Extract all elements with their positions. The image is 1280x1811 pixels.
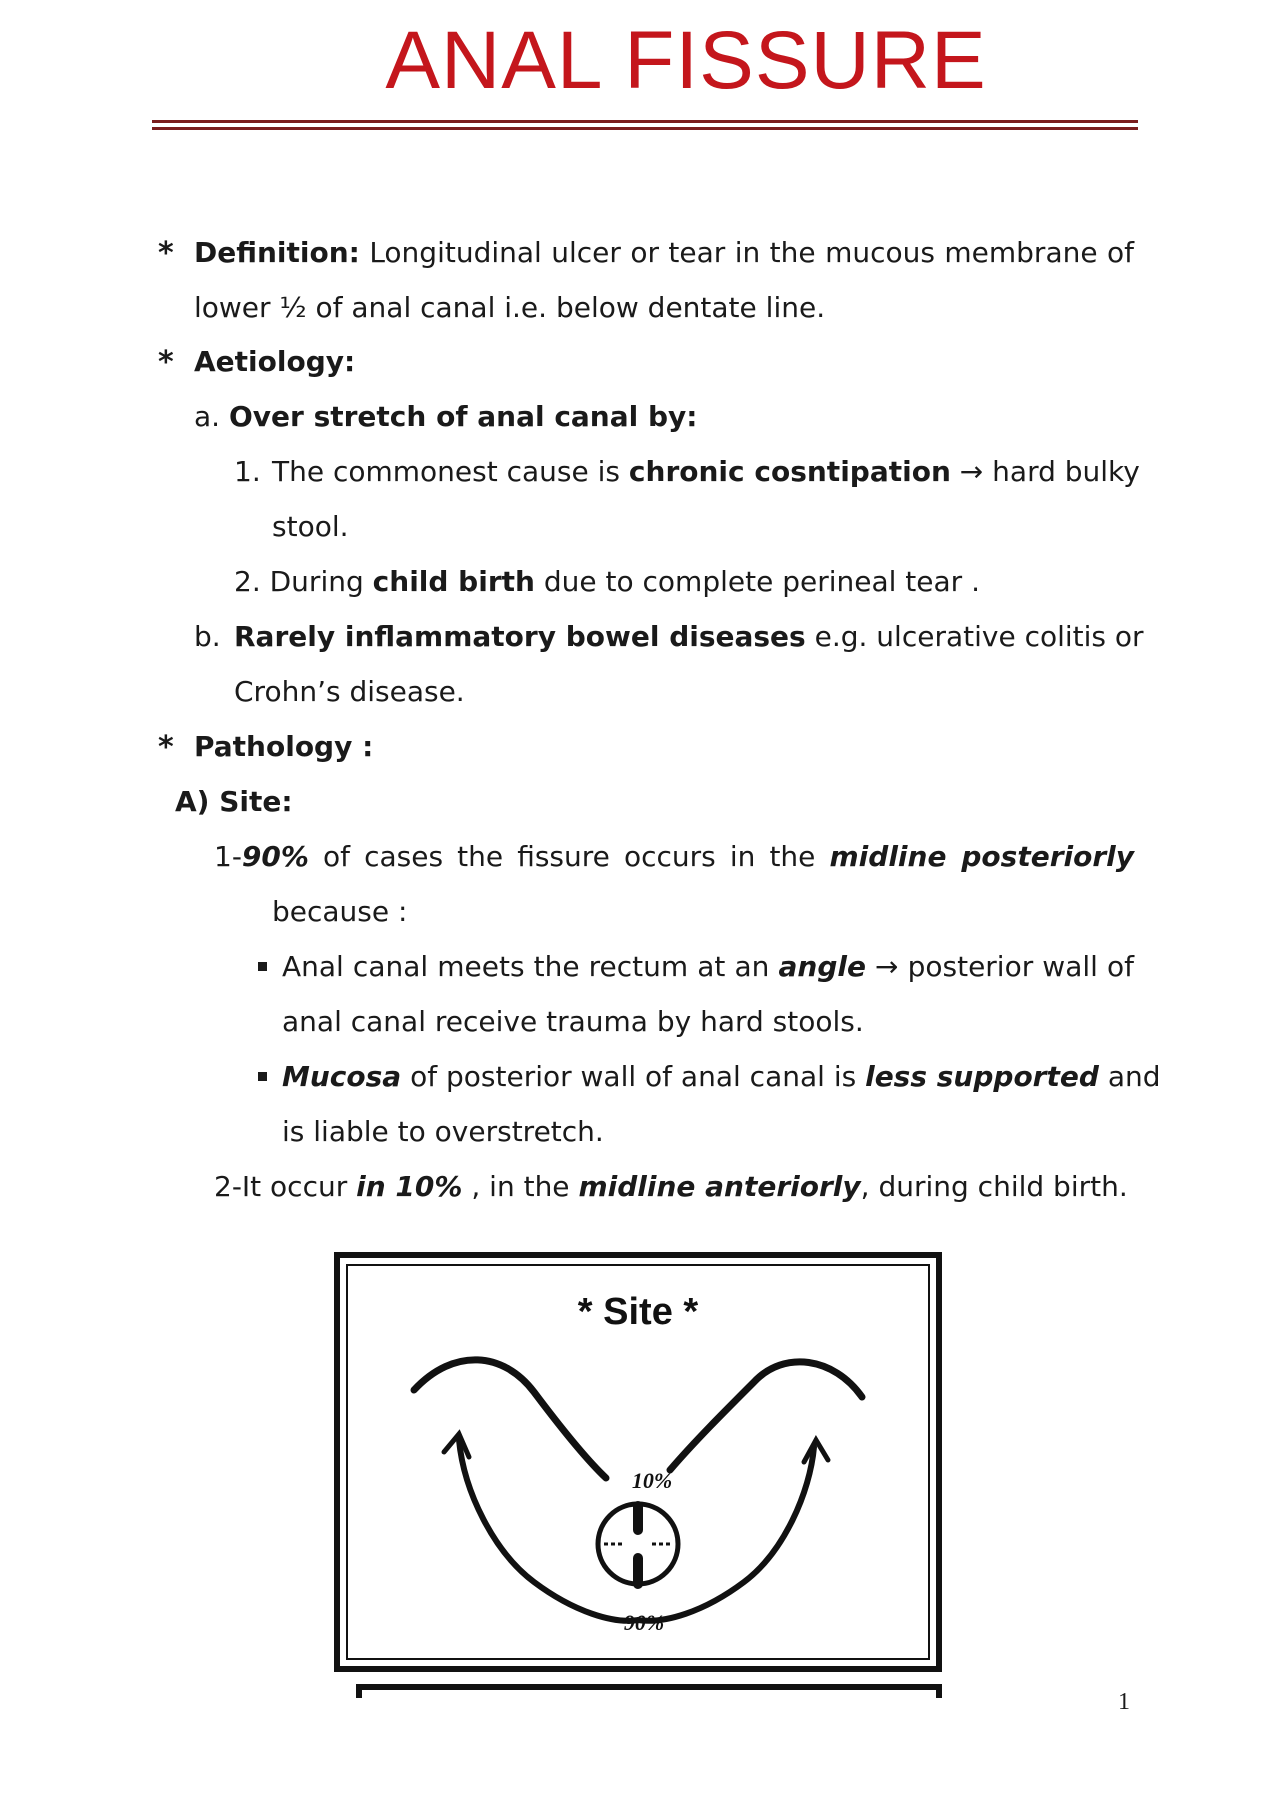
site-bullet-2-cont: is liable to overstretch. xyxy=(282,1115,604,1148)
site-bullet-1-cont: anal canal receive trauma by hard stools. xyxy=(282,1005,864,1038)
page-title: ANAL FISSURE xyxy=(385,15,987,106)
aetiology-b-marker: b. xyxy=(194,620,221,653)
aetiology-a-item1-cont: stool. xyxy=(272,510,349,543)
definition-label: Definition: xyxy=(194,236,360,269)
next-figure-frame-right xyxy=(936,1684,942,1698)
aetiology-b: Rarely inflammatory bowel diseases e.g. ulcerative colitis or xyxy=(234,620,1144,653)
label-10-percent: 10% xyxy=(631,1468,673,1493)
aetiology-a: a. Over stretch of anal canal by: xyxy=(194,400,698,433)
definition-line-1 xyxy=(194,236,1134,270)
site-point-1-cont: because : xyxy=(272,895,408,928)
site-point-1: 1-90% of cases the fissure occurs in the midline posteriorly xyxy=(214,840,1134,873)
title-rule-bottom xyxy=(152,127,1138,130)
left-arrow-head xyxy=(444,1434,469,1457)
definition-text: Longitudinal ulcer or tear in the mucous membrane of xyxy=(369,236,1134,269)
site-bullet-1: Anal canal meets the rectum at an angle → posterior wall of xyxy=(282,950,1134,983)
bullet-star: * xyxy=(158,236,174,271)
pathology-heading: Pathology : xyxy=(194,730,374,763)
aetiology-a-item1: The commonest cause is chronic cosntipation → hard bulky xyxy=(272,455,1140,488)
bullet-star: * xyxy=(158,345,174,380)
aetiology-heading: Aetiology: xyxy=(194,345,356,378)
left-buttock-outline xyxy=(414,1360,606,1478)
site-heading: A) Site: xyxy=(175,785,293,818)
site-point-2: 2-It occur in 10% , in the midline anteriorly, during child birth. xyxy=(214,1170,1128,1203)
label-90-percent: 90% xyxy=(623,1610,665,1635)
site-bullet-2: Mucosa of posterior wall of anal canal is less supported and xyxy=(282,1060,1161,1093)
bullet-star: * xyxy=(158,730,174,765)
aetiology-a-item2: 2. During child birth due to complete perineal tear . xyxy=(234,565,980,598)
square-bullet-icon xyxy=(258,1072,267,1081)
figure-caption: * Site * xyxy=(577,1291,699,1333)
next-figure-frame-left xyxy=(356,1684,362,1698)
aetiology-a-heading: Over stretch of anal canal by: xyxy=(228,400,698,433)
page-number: 1 xyxy=(1118,1689,1130,1715)
title-rule-top xyxy=(152,120,1138,123)
aetiology-b-cont: Crohn’s disease. xyxy=(234,675,465,708)
next-figure-frame-top xyxy=(356,1684,942,1690)
site-diagram xyxy=(334,1252,942,1672)
square-bullet-icon xyxy=(258,962,267,971)
right-buttock-outline xyxy=(670,1362,862,1470)
aetiology-a-item1-marker: 1. xyxy=(234,455,261,488)
definition-line-2: lower ½ of anal canal i.e. below dentate line. xyxy=(194,291,826,324)
